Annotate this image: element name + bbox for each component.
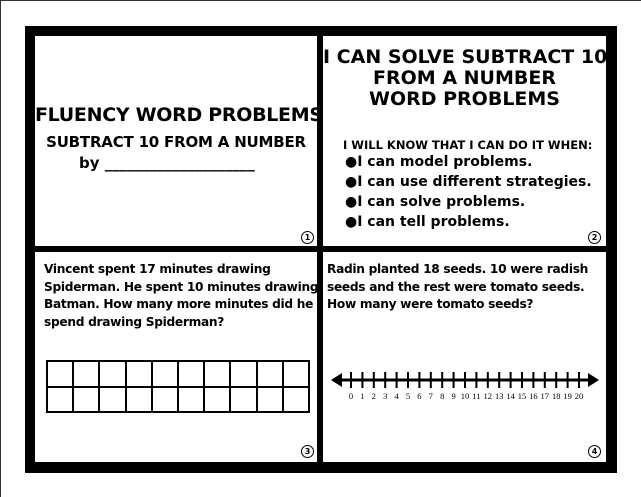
problem-line: Spiderman. He spent 10 minutes drawing <box>44 279 319 294</box>
card-1-title <box>35 36 323 246</box>
ten-frame-cell <box>283 387 309 413</box>
card-title: FLUENCY WORD PROBLEMS <box>35 104 323 126</box>
ten-frame-cell <box>99 361 125 387</box>
card-3-word-problem <box>35 252 317 462</box>
number-line-label: 9 <box>451 391 456 401</box>
problem-text <box>44 262 318 332</box>
number-line-label: 10 <box>460 391 470 401</box>
ten-frame-cell <box>47 361 73 387</box>
number-line-label: 11 <box>472 391 481 401</box>
ten-frame-cell <box>47 387 73 413</box>
criteria-list <box>345 152 592 232</box>
number-line-label: 16 <box>529 391 538 401</box>
problem-line: How many were tomato seeds? <box>327 297 534 312</box>
number-line <box>323 364 606 424</box>
ten-frame-row <box>47 387 309 413</box>
number-line-label: 7 <box>428 391 433 401</box>
goal-title <box>323 47 606 110</box>
ten-frame-cell <box>257 387 283 413</box>
card-number-badge: 2 <box>588 231 601 244</box>
problem-line: seeds and the rest were tomato seeds. <box>327 279 585 294</box>
ten-frame-cell <box>178 361 204 387</box>
number-line-label: 5 <box>405 391 411 401</box>
card-number-badge: 3 <box>301 445 314 458</box>
card-subtitle: SUBTRACT 10 FROM A NUMBER <box>46 133 306 151</box>
criteria-item: ●I can use different strategies. <box>345 174 592 190</box>
number-line-label: 15 <box>517 391 527 401</box>
card-2-learning-goal <box>323 36 606 246</box>
number-line-label: 6 <box>417 391 422 401</box>
number-line-label: 20 <box>574 391 584 401</box>
ten-frame-cell <box>99 387 125 413</box>
ten-frame-cell <box>178 387 204 413</box>
card-4-word-problem <box>323 252 606 462</box>
card-number-badge: 4 <box>588 445 601 458</box>
ten-frame-cell <box>126 387 152 413</box>
problem-line: Batman. How many more minutes did he <box>44 297 314 312</box>
number-line-label: 1 <box>360 391 365 401</box>
bullet-icon: ● <box>345 194 358 210</box>
criteria-heading: I WILL KNOW THAT I CAN DO IT WHEN: <box>343 138 593 152</box>
goal-title-line: WORD PROBLEMS <box>369 88 560 110</box>
card-number-badge: 1 <box>301 231 314 244</box>
number-line-label: 19 <box>563 391 572 401</box>
criteria-item: ●I can solve problems. <box>345 194 526 210</box>
ten-frame-row <box>47 361 309 387</box>
number-line-label: 17 <box>540 391 550 401</box>
number-line-label: 0 <box>348 391 354 401</box>
ten-frame-cell <box>283 361 309 387</box>
arrow-left-icon <box>331 373 342 387</box>
bullet-icon: ● <box>345 154 358 170</box>
problem-line: Radin planted 18 seeds. 10 were radish <box>327 262 589 276</box>
goal-title-line: I CAN SOLVE SUBTRACT 10 <box>323 46 608 68</box>
author-line: by ____________________ <box>79 154 255 172</box>
arrow-right-icon <box>588 373 599 387</box>
number-line-label: 12 <box>483 391 493 401</box>
ten-frame-cell <box>230 387 256 413</box>
ten-frame-cell <box>73 387 99 413</box>
ten-frame-cell <box>204 361 230 387</box>
ten-frame-cell <box>73 361 99 387</box>
number-line-label: 2 <box>371 391 376 401</box>
number-line-label: 18 <box>551 391 561 401</box>
number-line-label: 14 <box>506 391 515 401</box>
bullet-icon: ● <box>345 214 358 230</box>
criteria-item: ●I can tell problems. <box>345 214 510 230</box>
ten-frame-cell <box>126 361 152 387</box>
ten-frame-cell <box>152 387 178 413</box>
problem-text <box>327 262 588 315</box>
goal-title-line: FROM A NUMBER <box>373 67 556 89</box>
ten-frame-cell <box>257 361 283 387</box>
ten-frame-cell <box>204 387 230 413</box>
number-line-label: 3 <box>383 391 388 401</box>
bullet-icon: ● <box>345 174 358 190</box>
number-line-label: 8 <box>440 391 445 401</box>
ten-frame-cell <box>230 361 256 387</box>
number-line-label: 13 <box>494 391 504 401</box>
problem-line: Vincent spent 17 minutes drawing <box>44 262 271 276</box>
number-line-label: 4 <box>394 391 399 401</box>
problem-line: spend drawing Spiderman? <box>44 314 225 329</box>
criteria-item: ●I can model problems. <box>345 154 533 170</box>
ten-frame-cell <box>152 361 178 387</box>
ten-frame <box>46 360 310 413</box>
